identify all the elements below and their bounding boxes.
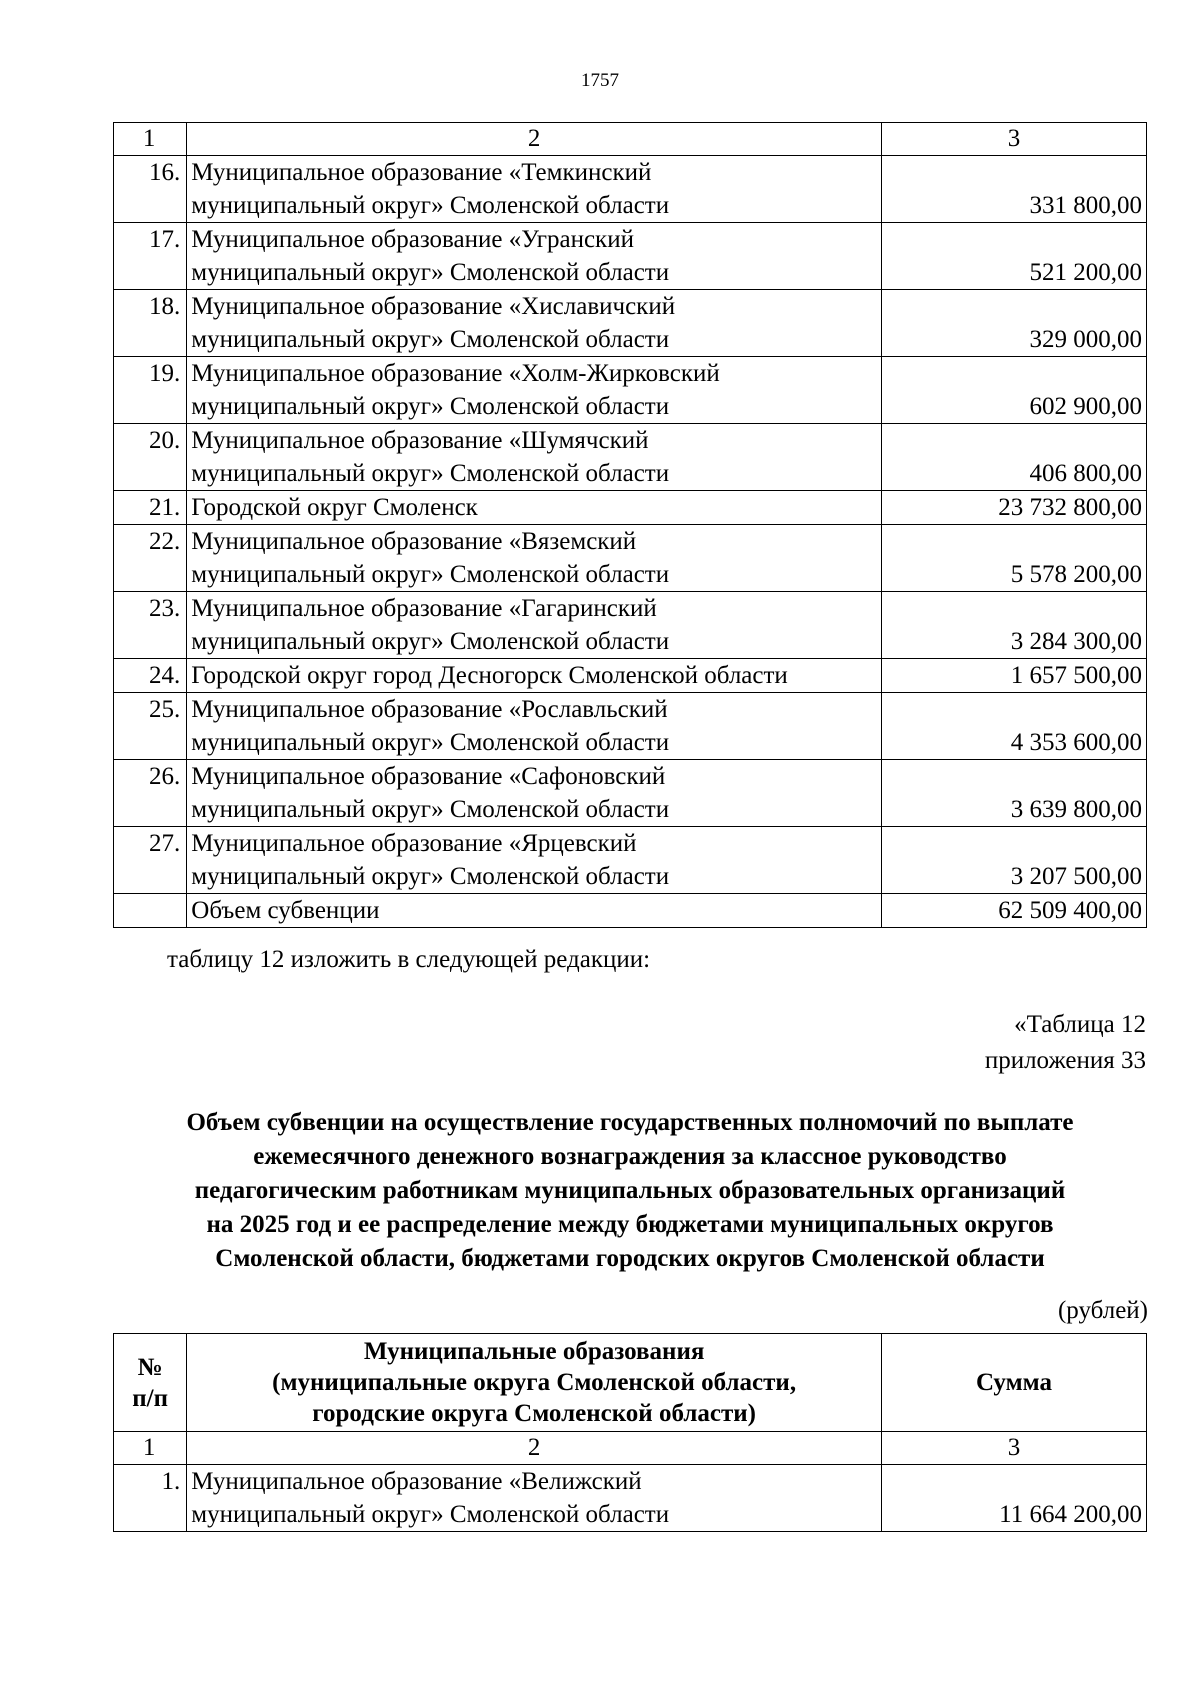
- table-label: [985, 1007, 1146, 1079]
- amendment-text: таблицу 12 изложить в следующей редакции:: [167, 946, 651, 973]
- municipality-name-line: Городской округ Смоленск: [191, 494, 478, 521]
- municipality-name: [187, 357, 882, 424]
- row-number: 17.: [114, 223, 187, 290]
- municipality-name: [187, 424, 882, 491]
- municipality-name-line: Муниципальное образование «Темкинский: [191, 159, 652, 186]
- subvention-table-continued: [113, 122, 1147, 928]
- municipality-name-line: муниципальный округ» Смоленской области: [191, 796, 670, 823]
- table-row: [114, 827, 1147, 894]
- row-number: 20.: [114, 424, 187, 491]
- municipality-name-line: Муниципальное образование «Ярцевский: [191, 830, 637, 857]
- header-name: [187, 1334, 882, 1432]
- title-line: на 2025 год и ее распределение между бюджетами муниципальных округов: [206, 1211, 1054, 1238]
- title-line: педагогическим работникам муниципальных образовательных организаций: [194, 1177, 1066, 1204]
- table-row: [114, 491, 1147, 525]
- amount: 5 578 200,00: [881, 525, 1146, 592]
- municipality-name: [187, 592, 882, 659]
- table-row: [114, 424, 1147, 491]
- title-line: ежемесячного денежного вознаграждения за классное руководство: [253, 1143, 1007, 1170]
- amount: 11 664 200,00: [881, 1465, 1146, 1532]
- table-label-line: «Таблица 12: [1014, 1011, 1146, 1038]
- row-number: 27.: [114, 827, 187, 894]
- row-number: 18.: [114, 290, 187, 357]
- row-number: 26.: [114, 760, 187, 827]
- table-row: [114, 693, 1147, 760]
- column-number-cell: 1: [114, 123, 187, 156]
- municipality-name-line: муниципальный округ» Смоленской области: [191, 259, 670, 286]
- municipality-name-line: Муниципальное образование «Угранский: [191, 226, 634, 253]
- municipality-name-line: Муниципальное образование «Рославльский: [191, 696, 668, 723]
- header-line: Муниципальные образования: [363, 1338, 705, 1365]
- subvention-table-12: [113, 1333, 1147, 1532]
- municipality-name-line: муниципальный округ» Смоленской области: [191, 561, 670, 588]
- row-number: 24.: [114, 659, 187, 693]
- municipality-name: [187, 659, 882, 693]
- header-line: городские округа Смоленской области): [312, 1400, 756, 1427]
- amount: 521 200,00: [881, 223, 1146, 290]
- row-number: 21.: [114, 491, 187, 525]
- table-row: [114, 290, 1147, 357]
- municipality-name-line: муниципальный округ» Смоленской области: [191, 326, 670, 353]
- table-label-line: приложения 33: [984, 1047, 1146, 1074]
- header-line: п/п: [132, 1384, 169, 1412]
- municipality-name-line: Муниципальное образование «Сафоновский: [191, 763, 666, 790]
- municipality-name-line: муниципальный округ» Смоленской области: [191, 393, 670, 420]
- municipality-name: [187, 827, 882, 894]
- municipality-name: [187, 290, 882, 357]
- municipality-name: [187, 1465, 882, 1532]
- header-line: (муниципальные округа Смоленской области,: [272, 1369, 797, 1396]
- title-line: Объем субвенции на осуществление государственных полномочий по выплате: [186, 1109, 1074, 1136]
- municipality-name: [187, 693, 882, 760]
- municipality-name-line: Муниципальное образование «Гагаринский: [191, 595, 657, 622]
- row-number: 1.: [114, 1465, 187, 1532]
- municipality-name-line: муниципальный округ» Смоленской области: [191, 1501, 670, 1528]
- municipality-name-line: муниципальный округ» Смоленской области: [191, 863, 670, 890]
- table-row: [114, 1465, 1147, 1532]
- amount: 4 353 600,00: [881, 693, 1146, 760]
- municipality-name-line: муниципальный округ» Смоленской области: [191, 729, 670, 756]
- row-number: 25.: [114, 693, 187, 760]
- column-number-cell: 3: [881, 1432, 1146, 1465]
- page-number: 1757: [581, 70, 619, 91]
- amount: 23 732 800,00: [881, 491, 1146, 525]
- total-label: Объем субвенции: [187, 894, 882, 928]
- amount: 3 639 800,00: [881, 760, 1146, 827]
- row-number: 22.: [114, 525, 187, 592]
- column-number-cell: 3: [881, 123, 1146, 156]
- unit-label: (рублей): [1057, 1297, 1148, 1324]
- table-row: [114, 357, 1147, 424]
- table-row: [114, 592, 1147, 659]
- municipality-name-line: Муниципальное образование «Вяземский: [191, 528, 637, 555]
- municipality-name-line: Муниципальное образование «Холм-Жирковский: [191, 360, 720, 387]
- table-body: [114, 156, 1147, 894]
- amount: 3 284 300,00: [881, 592, 1146, 659]
- municipality-name-line: Муниципальное образование «Шумячский: [191, 427, 649, 454]
- municipality-name-line: муниципальный округ» Смоленской области: [191, 460, 670, 487]
- municipality-name: [187, 491, 882, 525]
- table-row: [114, 525, 1147, 592]
- table-body: [114, 1465, 1147, 1532]
- amount: 331 800,00: [881, 156, 1146, 223]
- table-row: [114, 223, 1147, 290]
- table-header-row: [114, 1334, 1147, 1432]
- municipality-name: [187, 223, 882, 290]
- municipality-name-line: Муниципальное образование «Хиславичский: [191, 293, 676, 320]
- table-column-numbers: [114, 123, 1147, 156]
- row-number: 23.: [114, 592, 187, 659]
- amount: 406 800,00: [881, 424, 1146, 491]
- table-row: [114, 156, 1147, 223]
- table-row: [114, 659, 1147, 693]
- amount: 329 000,00: [881, 290, 1146, 357]
- amount: 1 657 500,00: [881, 659, 1146, 693]
- column-number-cell: 1: [114, 1432, 187, 1465]
- municipality-name: [187, 156, 882, 223]
- municipality-name-line: муниципальный округ» Смоленской области: [191, 192, 670, 219]
- table-cell-num: [114, 894, 187, 928]
- amount: 602 900,00: [881, 357, 1146, 424]
- table-row: [114, 760, 1147, 827]
- municipality-name: [187, 760, 882, 827]
- municipality-name: [187, 525, 882, 592]
- row-number: 19.: [114, 357, 187, 424]
- column-number-cell: 2: [187, 1432, 882, 1465]
- header-line: №: [137, 1353, 163, 1381]
- total-row: [114, 894, 1147, 928]
- title-line: Смоленской области, бюджетами городских округов Смоленской области: [215, 1245, 1045, 1272]
- municipality-name-line: Муниципальное образование «Велижский: [191, 1468, 642, 1495]
- total-amount: 62 509 400,00: [881, 894, 1146, 928]
- document-title: [113, 1106, 1147, 1276]
- column-number-cell: 2: [187, 123, 882, 156]
- row-number: 16.: [114, 156, 187, 223]
- table-column-numbers: [114, 1432, 1147, 1465]
- amount: 3 207 500,00: [881, 827, 1146, 894]
- municipality-name-line: Городской округ город Десногорск Смоленской области: [191, 662, 788, 689]
- municipality-name-line: муниципальный округ» Смоленской области: [191, 628, 670, 655]
- header-num: [114, 1334, 187, 1432]
- header-amount: Сумма: [881, 1334, 1146, 1432]
